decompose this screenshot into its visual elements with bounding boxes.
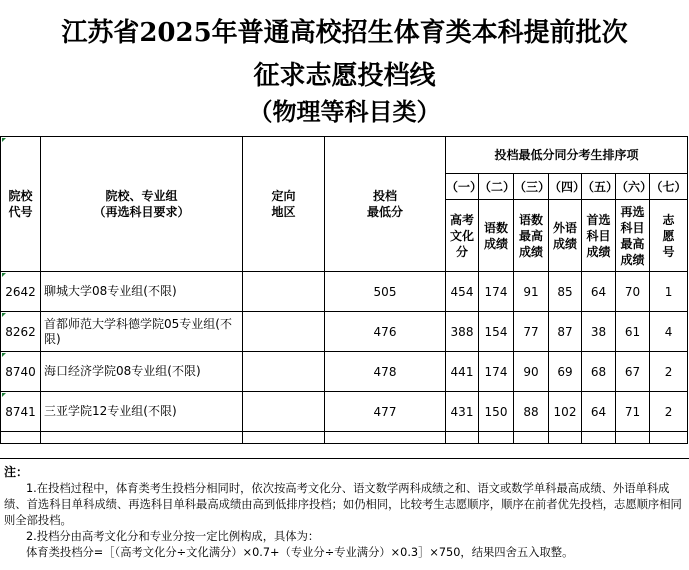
cell-t1: 454 — [446, 272, 479, 312]
cell-code: 8262 — [1, 312, 41, 352]
note-item-1: 1.在投档过程中，体育类考生投档分相同时，依次按高考文化分、语文数学两科成绩之和、语文或数学单科最高成绩、外语单科成绩、首选科目单科成绩、再选科目单科最高成绩由高到低排序投档；如仍相同，比较考生志愿顺序，顺序在前者优先投档，志愿顺序相同则全部投档。 — [4, 482, 682, 527]
cell-code: 8740 — [1, 352, 41, 392]
cell-t2: 174 — [479, 352, 514, 392]
cell-region — [243, 392, 325, 432]
header-region: 定向 地区 — [243, 137, 325, 272]
cell-min-score: 477 — [325, 392, 446, 432]
table-blank-row — [1, 432, 688, 444]
cell-t5: 64 — [582, 392, 616, 432]
header-col-2: 语数 成绩 — [479, 200, 514, 272]
header-index-3: （三） — [514, 174, 549, 200]
cell-school: 首都师范大学科德学院05专业组(不限) — [41, 312, 243, 352]
header-col-1: 高考 文化 分 — [446, 200, 479, 272]
header-index-6: （六） — [616, 174, 650, 200]
cell-region — [243, 312, 325, 352]
cell-t4: 69 — [549, 352, 582, 392]
header-school: 院校、专业组 （再选科目要求） — [41, 137, 243, 272]
cell-region — [243, 272, 325, 312]
cell-t6: 70 — [616, 272, 650, 312]
header-index-7: （七） — [650, 174, 688, 200]
header-index-5: （五） — [582, 174, 616, 200]
table-row — [1, 392, 688, 432]
cell-t7: 4 — [650, 312, 688, 352]
cell-region — [243, 352, 325, 392]
notes-section — [0, 458, 689, 567]
notes-heading: 注： — [4, 465, 29, 479]
cell-t7: 2 — [650, 392, 688, 432]
cell-t7: 1 — [650, 272, 688, 312]
header-col-6: 再选 科目 最高 成绩 — [616, 200, 650, 272]
cell-t4: 85 — [549, 272, 582, 312]
header-index-2: （二） — [479, 174, 514, 200]
title-line-3: （物理等科目类） — [248, 97, 441, 126]
header-tiebreak-group: 投档最低分同分考生排序项 — [446, 137, 688, 174]
admission-score-table — [0, 136, 688, 444]
cell-t1: 388 — [446, 312, 479, 352]
cell-min-score: 478 — [325, 352, 446, 392]
header-col-5: 首选 科目 成绩 — [582, 200, 616, 272]
cell-school: 聊城大学08专业组(不限) — [41, 272, 243, 312]
cell-t3: 77 — [514, 312, 549, 352]
cell-school: 海口经济学院08专业组(不限) — [41, 352, 243, 392]
header-col-7: 志 愿 号 — [650, 200, 688, 272]
header-col-4: 外语 成绩 — [549, 200, 582, 272]
title-line-1: 江苏省2025年普通高校招生体育类本科提前批次 — [61, 18, 628, 48]
cell-code: 8741 — [1, 392, 41, 432]
cell-code: 2642 — [1, 272, 41, 312]
note-item-2: 2.投档分由高考文化分和专业分按一定比例构成，具体为： — [26, 530, 320, 543]
header-index-1: （一） — [446, 174, 479, 200]
cell-t1: 431 — [446, 392, 479, 432]
cell-t2: 174 — [479, 272, 514, 312]
cell-t6: 67 — [616, 352, 650, 392]
table-row — [1, 312, 688, 352]
title-line-2: 征求志愿投档线 — [253, 61, 436, 91]
cell-t6: 61 — [616, 312, 650, 352]
table-row — [1, 272, 688, 312]
cell-t7: 2 — [650, 352, 688, 392]
header-col-3: 语数 最高 成绩 — [514, 200, 549, 272]
cell-t1: 441 — [446, 352, 479, 392]
cell-t4: 102 — [549, 392, 582, 432]
cell-school: 三亚学院12专业组(不限) — [41, 392, 243, 432]
cell-t2: 154 — [479, 312, 514, 352]
header-index-4: （四） — [549, 174, 582, 200]
note-formula: 体育类投档分=［（高考文化分÷文化满分）×0.7+（专业分÷专业满分）×0.3］×750，结果四舍五入取整。 — [26, 546, 574, 559]
cell-t5: 38 — [582, 312, 616, 352]
cell-t4: 87 — [549, 312, 582, 352]
cell-t3: 91 — [514, 272, 549, 312]
cell-t2: 150 — [479, 392, 514, 432]
cell-t3: 88 — [514, 392, 549, 432]
cell-min-score: 505 — [325, 272, 446, 312]
cell-t5: 68 — [582, 352, 616, 392]
cell-min-score: 476 — [325, 312, 446, 352]
header-code: 院校 代号 — [1, 137, 41, 272]
table-row — [1, 352, 688, 392]
cell-t3: 90 — [514, 352, 549, 392]
header-min-score: 投档 最低分 — [325, 137, 446, 272]
cell-t6: 71 — [616, 392, 650, 432]
cell-t5: 64 — [582, 272, 616, 312]
